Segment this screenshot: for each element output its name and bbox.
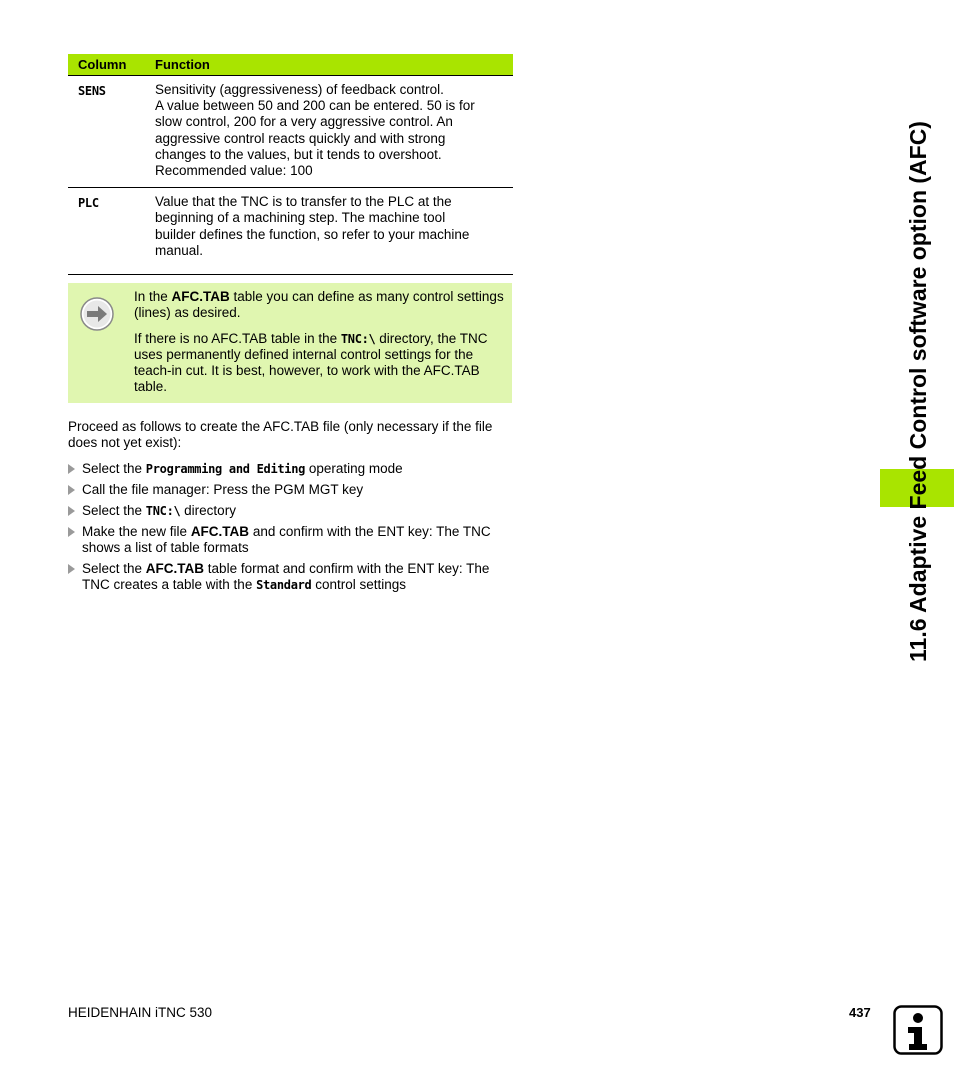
bullet-triangle-icon	[68, 464, 75, 474]
desc-line: builder defines the function, so refer to your machine	[155, 226, 470, 242]
desc-line: Sensitivity (aggressiveness) of feedback control.	[155, 82, 444, 97]
desc-line: Value that the TNC is to transfer to the PLC at the	[155, 194, 452, 210]
desc-line: slow control, 200 for a very aggressive control. An	[155, 114, 453, 130]
section-title: 11.6 Adaptive Feed Control software option (AFC)	[905, 121, 931, 662]
table-row	[68, 188, 513, 275]
row-key: SENS	[78, 84, 106, 98]
bullet-triangle-icon	[68, 506, 75, 516]
info-icon	[893, 1005, 943, 1055]
table-row	[68, 76, 513, 188]
list-item: Select the AFC.TAB table format and confirm with the ENT key: The TNC creates a table with the Standard control settings	[68, 561, 513, 593]
list-item: Select the Programming and Editing operating mode	[68, 461, 513, 477]
bullet-triangle-icon	[68, 527, 75, 537]
header-column: Column	[78, 57, 127, 72]
bullet-triangle-icon	[68, 564, 75, 574]
note-paragraph: If there is no AFC.TAB table in the TNC:\ directory, the TNC uses permanently defined internal control settings for the teach-in cut. It is best, however, to work with the AFC.TAB table.	[134, 331, 488, 394]
list-item: Make the new file AFC.TAB and confirm with the ENT key: The TNC shows a list of table formats	[68, 524, 513, 556]
row-description	[155, 188, 510, 267]
desc-line: changes to the values, but it tends to overshoot.	[155, 146, 442, 162]
note-paragraph: In the AFC.TAB table you can define as many control settings (lines) as desired.	[134, 289, 504, 320]
header-function: Function	[155, 57, 210, 72]
intro-paragraph: Proceed as follows to create the AFC.TAB file (only necessary if the file does not yet exist):	[68, 419, 493, 450]
step-list	[68, 461, 513, 598]
desc-line: Recommended value: 100	[155, 163, 313, 179]
arrow-right-icon	[80, 297, 114, 331]
list-item: Select the TNC:\ directory	[68, 503, 513, 519]
function-table	[68, 54, 513, 275]
desc-line: manual.	[155, 242, 204, 258]
row-description	[155, 76, 510, 187]
note-box	[68, 283, 512, 403]
desc-line: aggressive control reacts quickly and with strong	[155, 130, 446, 146]
table-header	[68, 54, 513, 76]
note-text	[134, 289, 506, 405]
page-number: 437	[849, 1005, 871, 1020]
footer-product: HEIDENHAIN iTNC 530	[68, 1005, 213, 1020]
bullet-triangle-icon	[68, 485, 75, 495]
desc-line: beginning of a machining step. The machine tool	[155, 210, 446, 226]
list-item: Call the file manager: Press the PGM MGT key	[68, 482, 513, 498]
row-key: PLC	[78, 196, 99, 211]
desc-line: A value between 50 and 200 can be entered. 50 is for	[155, 98, 475, 114]
